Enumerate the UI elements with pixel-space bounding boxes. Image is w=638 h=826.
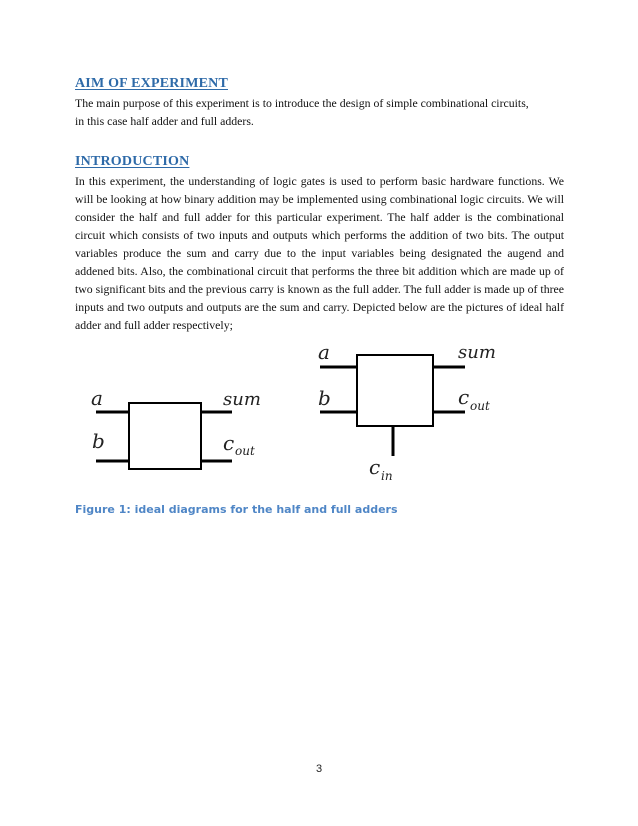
aim-line-1: The main purpose of this experiment is to introduce the design of simple combinational circuits, xyxy=(75,96,529,110)
half-adder-cout-label: c xyxy=(223,431,235,455)
full-adder-a-label: a xyxy=(318,340,330,364)
full-adder-diagram xyxy=(318,340,496,483)
introduction-heading: INTRODUCTION xyxy=(75,154,190,169)
half-adder-sum-label: sum xyxy=(223,389,261,410)
half-adder-cout-subscript: out xyxy=(235,444,255,458)
full-adder-cin-label: c xyxy=(369,455,381,479)
full-adder-cout-label: c xyxy=(458,385,470,409)
full-adder-cin-subscript: in xyxy=(381,469,393,483)
page-number: 3 xyxy=(315,763,323,775)
half-adder-b-label: b xyxy=(92,429,105,453)
introduction-paragraph: In this experiment, the understanding of logic gates is used to perform basic hardware functions. We will be looking at how binary addition may be implemented using combinational logic circuits. We will consider the half and full adder for this particular experiment. The half adder is the combinational circuit which consists of two inputs and outputs which performs the addition of two bits. The output variables produce the sum and carry due to the input variables being designated the augend and addened bits. Also, the combinational circuit that performs the three bit addition which are made up of two significant bits and the previous carry is known as the full adder. The full adder is made up of three inputs and two outputs and outputs are the sum and carry. Depicted below are the pictures of ideal half adder and full adder respectively; xyxy=(75,174,564,332)
full-adder-cout-subscript: out xyxy=(470,399,490,413)
aim-line-2: in this case half adder and full adders. xyxy=(75,114,254,128)
full-adder-b-label: b xyxy=(318,386,331,410)
full-adder-sum-label: sum xyxy=(458,342,496,363)
half-adder-box xyxy=(129,403,201,469)
half-adder-a-label: a xyxy=(91,386,103,410)
figure-caption: Figure 1: ideal diagrams for the half and full adders xyxy=(75,503,398,516)
aim-heading: AIM OF EXPERIMENT xyxy=(75,76,228,91)
full-adder-box xyxy=(357,355,433,426)
half-adder-diagram xyxy=(91,386,261,469)
aim-paragraph xyxy=(75,94,564,130)
adder-diagrams xyxy=(0,330,638,490)
